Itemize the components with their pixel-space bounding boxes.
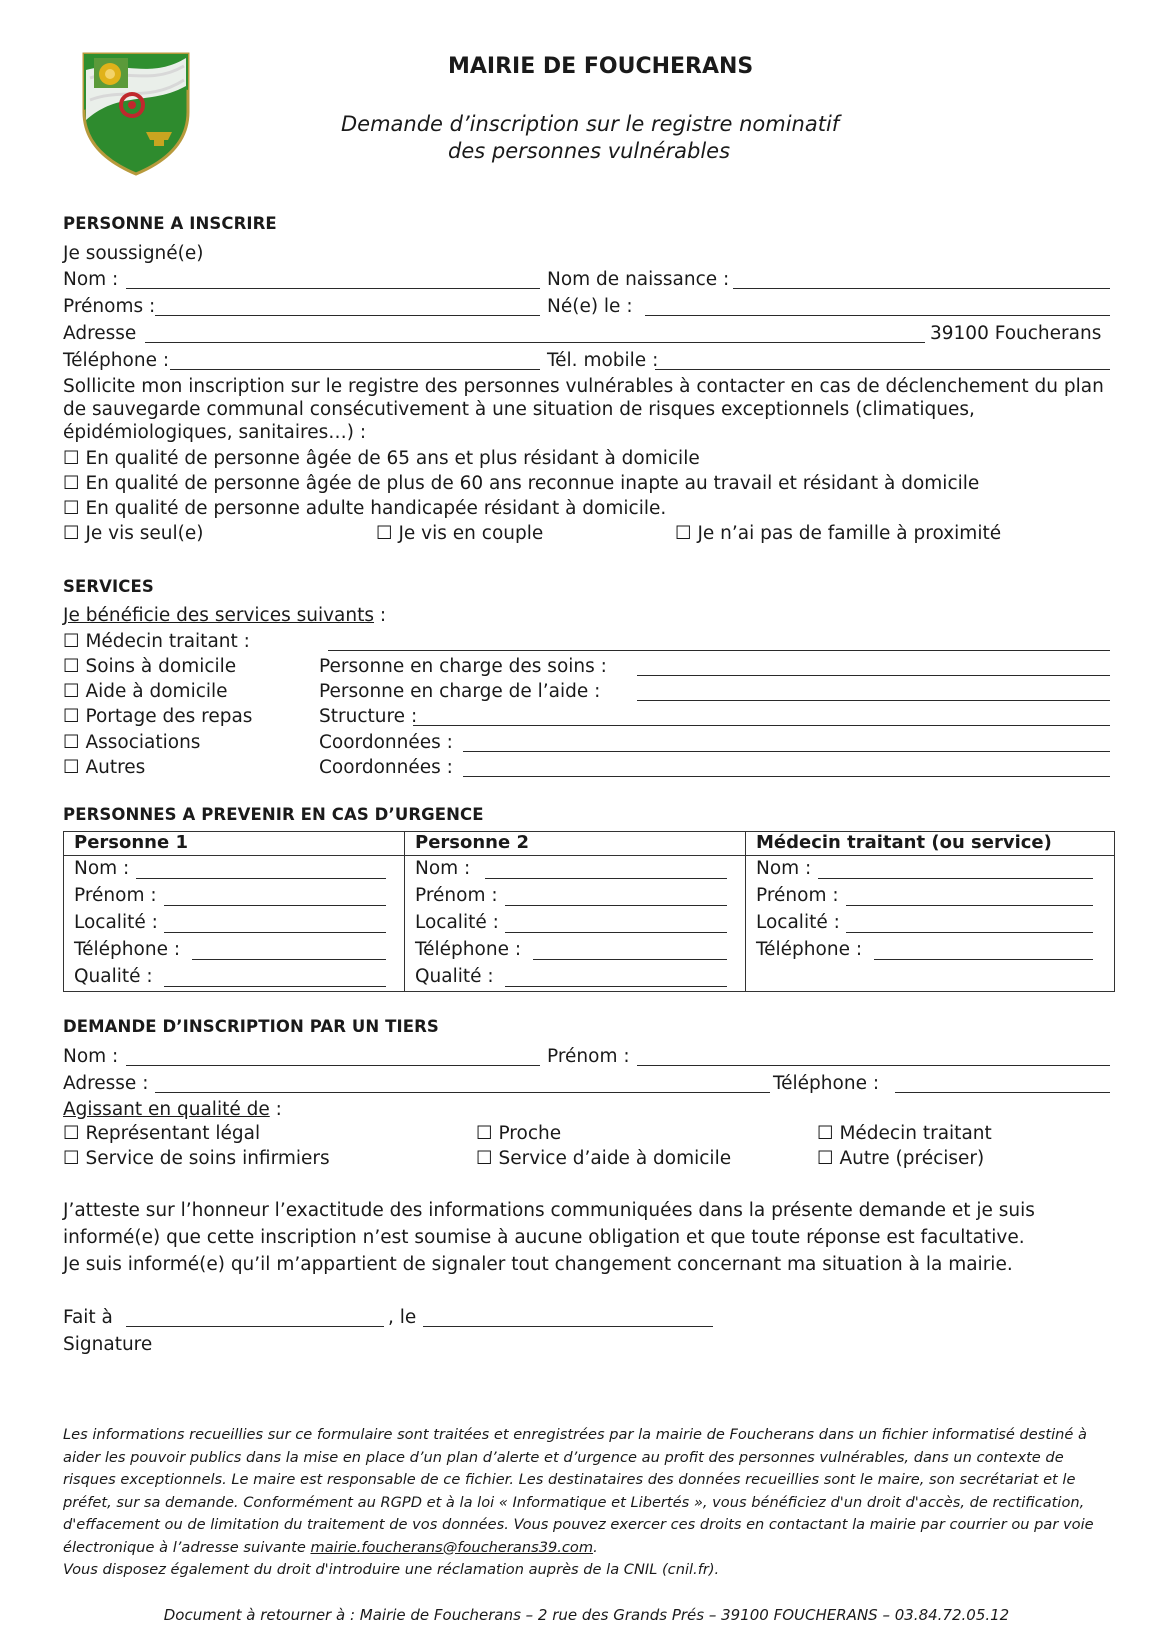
p1-localite-field[interactable] — [164, 932, 386, 933]
p1-telephone-label: Téléphone : — [74, 939, 181, 960]
tiers-adresse-label: Adresse : — [63, 1073, 149, 1094]
med-nom-label: Nom : — [756, 858, 812, 879]
p1-qualite-field[interactable] — [164, 986, 386, 987]
service-soins-label: Personne en charge des soins : — [319, 656, 607, 677]
tiers-nom-field[interactable] — [126, 1065, 540, 1066]
p2-localite-field[interactable] — [505, 932, 727, 933]
option-representant-legal[interactable]: ☐ Représentant légal — [63, 1123, 261, 1144]
column-header-personne-1: Personne 1 — [64, 832, 405, 856]
option-60-ans[interactable]: ☐ En qualité de personne âgée de plus de 60 ans reconnue inapte au travail et résidant à domicile — [63, 473, 980, 494]
crest-logo — [80, 50, 192, 176]
sollicite-paragraph: Sollicite mon inscription sur le registre des personnes vulnérables à contacter en cas de déclenchement du plan de sauvegarde communal consécutivement à une situation de risques exceptionnels (climatiques, épidémiologiques, sanitaires…) : — [63, 376, 1104, 443]
med-prenom-label: Prénom : — [756, 885, 839, 906]
med-telephone-label: Téléphone : — [756, 939, 863, 960]
service-aide[interactable]: ☐ Aide à domicile — [63, 681, 228, 702]
service-medecin[interactable]: ☐ Médecin traitant : — [63, 631, 250, 652]
fait-a-label: Fait à — [63, 1307, 113, 1328]
service-associations[interactable]: ☐ Associations — [63, 732, 201, 753]
service-repas-field[interactable] — [413, 725, 1110, 726]
section-heading-tiers: DEMANDE D’INSCRIPTION PAR UN TIERS — [63, 1017, 439, 1036]
column-header-personne-2: Personne 2 — [405, 832, 746, 856]
option-vis-couple[interactable]: ☐ Je vis en couple — [376, 523, 544, 544]
p1-localite-label: Localité : — [74, 912, 158, 933]
tiers-prenom-field[interactable] — [637, 1065, 1110, 1066]
subtitle-line-2: des personnes vulnérables — [448, 139, 731, 163]
personne-2-cell — [405, 856, 746, 992]
adresse-field[interactable] — [145, 342, 925, 343]
adresse-label: Adresse — [63, 323, 137, 344]
p1-prenom-label: Prénom : — [74, 885, 157, 906]
medecin-cell — [746, 856, 1115, 992]
option-medecin-traitant[interactable]: ☐ Médecin traitant — [817, 1123, 992, 1144]
tiers-nom-label: Nom : — [63, 1046, 119, 1067]
med-localite-label: Localité : — [756, 912, 840, 933]
legal-text: Les informations recueillies sur ce formulaire sont traitées et enregistrées par la mairie de Foucherans dans un fichier informatisé destiné à aider les pouvoir publics dans la mise en place d’un plan d’alerte et d’urgence au profit des personnes vulnérables, dans un contexte de risques exceptionnels. Le maire est responsable de ce fichier. Les destinataires des données recueillies sont le maire, son secrétariat et le préfet, sur sa demande. Conformément au RGPD et à la loi « Informatique et Libertés », vous bénéficiez d'un droit d'accès, de rectification, d'effacement ou de limitation du traitement de vos données. Vous pouvez exercer ces droits en contactant la mairie par courrier ou par voie électronique à l’adresse suivante — [63, 1426, 1094, 1556]
ne-le-field[interactable] — [645, 315, 1110, 316]
personne-1-cell — [64, 856, 405, 992]
contact-email-link[interactable]: mairie.foucherans@foucherans39.com — [310, 1538, 594, 1556]
p2-localite-label: Localité : — [415, 912, 499, 933]
nom-naissance-field[interactable] — [733, 288, 1110, 289]
service-autres-label: Coordonnées : — [319, 757, 453, 778]
services-intro — [63, 604, 386, 628]
option-vis-seul[interactable]: ☐ Je vis seul(e) — [63, 523, 204, 544]
option-aide-domicile[interactable]: ☐ Service d’aide à domicile — [476, 1148, 732, 1169]
med-telephone-field[interactable] — [874, 959, 1093, 960]
tiers-adresse-field[interactable] — [155, 1092, 770, 1093]
attestation-line-3: Je suis informé(e) qu’il m’appartient de signaler tout changement concernant ma situation à la mairie. — [63, 1254, 1013, 1275]
prenoms-field[interactable] — [155, 315, 540, 316]
column-header-medecin: Médecin traitant (ou service) — [746, 832, 1115, 856]
agissant-label: Agissant en qualité de — [63, 1099, 270, 1120]
date-label: , le — [388, 1307, 417, 1328]
page-title: MAIRIE DE FOUCHERANS — [448, 54, 754, 79]
nom-naissance-label: Nom de naissance : — [547, 269, 730, 290]
attestation-line-1: J’atteste sur l’honneur l’exactitude des informations communiquées dans la présente demande et je suis — [63, 1200, 1035, 1221]
subtitle-line-1: Demande d’inscription sur le registre nominatif — [341, 112, 840, 136]
tiers-telephone-label: Téléphone : — [773, 1073, 880, 1094]
service-repas-label: Structure : — [319, 706, 418, 727]
attestation-line-2: informé(e) que cette inscription n’est soumise à aucune obligation et que toute réponse est facultative. — [63, 1227, 1025, 1248]
ville-text: 39100 Foucherans — [930, 323, 1102, 344]
signature-label: Signature — [63, 1334, 153, 1355]
intro-text: Je soussigné(e) — [63, 243, 204, 264]
section-heading-person: PERSONNE A INSCRIRE — [63, 214, 277, 233]
tel-mobile-field[interactable] — [655, 369, 1110, 370]
p2-telephone-field[interactable] — [533, 959, 727, 960]
p2-prenom-label: Prénom : — [415, 885, 498, 906]
legal-notice — [63, 1424, 1115, 1582]
service-associations-label: Coordonnées : — [319, 732, 453, 753]
p1-qualite-label: Qualité : — [74, 966, 153, 987]
agissant-text — [63, 1098, 282, 1122]
option-65-ans[interactable]: ☐ En qualité de personne âgée de 65 ans et plus résidant à domicile — [63, 448, 700, 469]
service-soins-field[interactable] — [637, 675, 1110, 676]
legal-cnil: Vous disposez également du droit d'introduire une réclamation auprès de la CNIL (cnil.fr). — [63, 1561, 720, 1578]
legal-period: . — [593, 1538, 598, 1556]
section-heading-urgence: PERSONNES A PREVENIR EN CAS D’URGENCE — [63, 805, 484, 824]
urgence-table — [63, 831, 1115, 992]
section-heading-services: SERVICES — [63, 577, 154, 596]
p2-telephone-label: Téléphone : — [415, 939, 522, 960]
service-medecin-field[interactable] — [328, 650, 1110, 651]
tiers-prenom-label: Prénom : — [547, 1046, 630, 1067]
service-associations-field[interactable] — [463, 751, 1110, 752]
option-soins-infirmiers[interactable]: ☐ Service de soins infirmiers — [63, 1148, 330, 1169]
option-pas-famille[interactable]: ☐ Je n’ai pas de famille à proximité — [675, 523, 1002, 544]
p1-nom-field[interactable] — [136, 878, 386, 879]
service-soins[interactable]: ☐ Soins à domicile — [63, 656, 237, 677]
p2-qualite-field[interactable] — [505, 986, 727, 987]
option-autre[interactable]: ☐ Autre (préciser) — [817, 1148, 985, 1169]
services-intro-colon: : — [374, 605, 387, 626]
p1-nom-label: Nom : — [74, 858, 130, 879]
tel-mobile-label: Tél. mobile : — [547, 350, 659, 371]
telephone-field[interactable] — [170, 369, 540, 370]
p1-prenom-field[interactable] — [164, 905, 386, 906]
med-nom-field[interactable] — [818, 878, 1093, 879]
telephone-label: Téléphone : — [63, 350, 170, 371]
service-autres[interactable]: ☐ Autres — [63, 757, 146, 778]
p2-nom-label: Nom : — [415, 858, 471, 879]
fait-a-field[interactable] — [126, 1326, 384, 1327]
tiers-telephone-field[interactable] — [895, 1092, 1110, 1093]
nom-label: Nom : — [63, 269, 119, 290]
service-aide-label: Personne en charge de l’aide : — [319, 681, 601, 702]
nom-field[interactable] — [126, 288, 540, 289]
service-repas[interactable]: ☐ Portage des repas — [63, 706, 253, 727]
option-proche[interactable]: ☐ Proche — [476, 1123, 562, 1144]
agissant-colon: : — [269, 1099, 282, 1120]
med-prenom-field[interactable] — [846, 905, 1093, 906]
p2-prenom-field[interactable] — [505, 905, 727, 906]
med-localite-field[interactable] — [846, 932, 1093, 933]
p2-qualite-label: Qualité : — [415, 966, 494, 987]
footer-address: Document à retourner à : Mairie de Foucherans – 2 rue des Grands Prés – 39100 FOUCHERANS – 03.84.72.05.12 — [163, 1606, 1010, 1624]
service-autres-field[interactable] — [463, 776, 1110, 777]
date-field[interactable] — [423, 1326, 713, 1327]
ne-le-label: Né(e) le : — [547, 296, 633, 317]
p1-telephone-field[interactable] — [192, 959, 386, 960]
option-handicapee[interactable]: ☐ En qualité de personne adulte handicapée résidant à domicile. — [63, 498, 667, 519]
p2-nom-field[interactable] — [485, 878, 727, 879]
service-aide-field[interactable] — [637, 700, 1110, 701]
services-intro-text: Je bénéficie des services suivants — [63, 605, 375, 626]
prenoms-label: Prénoms : — [63, 296, 156, 317]
